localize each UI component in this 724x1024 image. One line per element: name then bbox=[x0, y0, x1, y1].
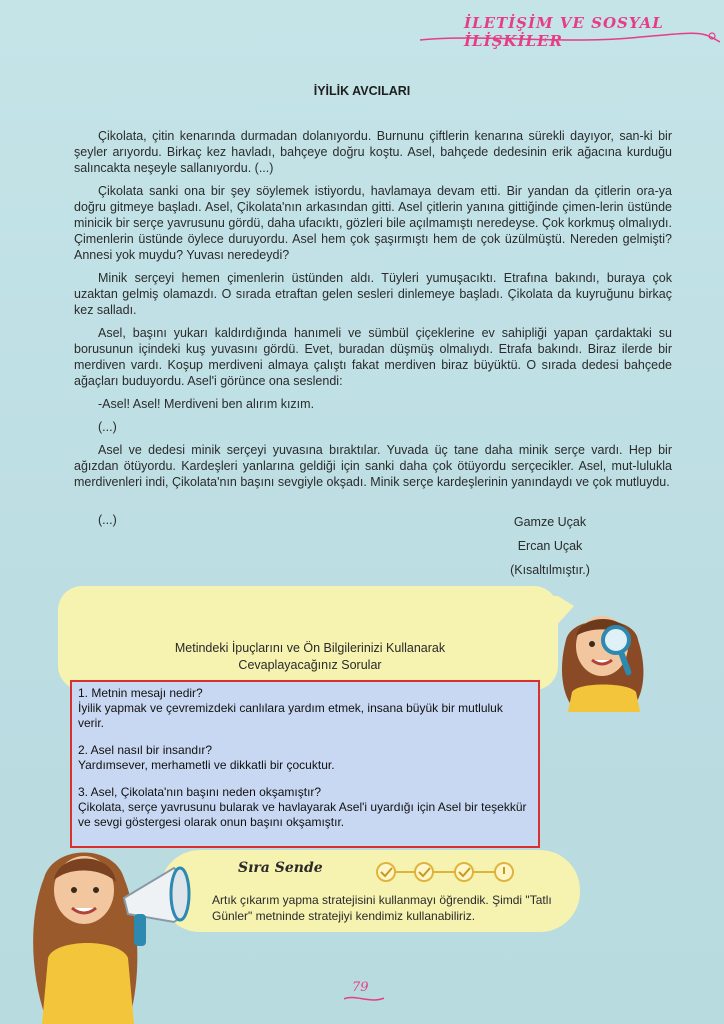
question: 2. Asel nasıl bir insandır? bbox=[78, 743, 213, 757]
sira-sende-title: Sıra Sende bbox=[238, 860, 323, 876]
abridged-note: (Kısaltılmıştır.) bbox=[510, 563, 590, 577]
sira-sende-text: Artık çıkarım yapma stratejisini kullanmayı öğrendik. Şimdi "Tatlı Günler" metninde stratejiyi kendimiz kullanabiliriz. bbox=[212, 893, 552, 923]
girl-with-magnifier-illustration bbox=[548, 600, 658, 712]
story-dialogue: -Asel! Asel! Merdiveni ben alırım kızım. bbox=[98, 397, 315, 411]
story-title: İYİLİK AVCILARI bbox=[313, 84, 411, 98]
girl-with-megaphone-illustration bbox=[24, 838, 194, 1024]
questions-heading-line: Metindeki İpuçlarını ve Ön Bilgilerinizi Kullanarak bbox=[174, 641, 446, 655]
answer: İyilik yapmak ve çevremizdeki canlılara yardım etmek, insana büyük bir mutluluk verir. bbox=[78, 701, 503, 730]
answer: Yardımsever, merhametli ve dikkatli bir çocuktur. bbox=[78, 758, 335, 772]
story-body bbox=[74, 128, 672, 497]
page-number: 79 bbox=[352, 980, 369, 995]
progress-checkmarks bbox=[372, 860, 522, 884]
story-end-ellipsis: (...) bbox=[98, 513, 117, 527]
question: 3. Asel, Çikolata'nın başını neden okşamıştır? bbox=[78, 785, 322, 799]
story-paragraph: Asel, başını yukarı kaldırdığında hanımeli ve sümbül çiçeklerine ev sahipliği yapan çardaktaki su borusunun içindeki kuş yuvasını gördü. Evet, buradan düşmüş olmalıydı. Etrafa bakındı. Biraz ilerde bir merdiven vardı. Koşup merdiveni almaya çalıştı fakat merdiven biraz büyüktü. O sırada dedesi bahçede ağaçları buduyordu. Asel'i görünce ona seslendi: bbox=[74, 326, 672, 388]
questions-speech-bubble bbox=[58, 586, 558, 690]
page-number-swoosh-decoration bbox=[344, 994, 384, 1004]
question: 1. Metnin mesajı nedir? bbox=[78, 686, 203, 700]
check-icon bbox=[455, 863, 473, 881]
answers-box bbox=[70, 680, 540, 848]
header-swoosh-decoration bbox=[420, 26, 720, 50]
story-paragraph: Çikolata, çitin kenarında durmadan dolanıyordu. Burnunu çiftlerin kenarına sürekli dayıyor, san-ki bir şeyler arıyordu. Birkaç kez havladı, bahçeye doğru koştu. Asel, bahçede dedesinin erik ağacına kurduğu salıncakta neşeyle sallanıyordu. (...) bbox=[74, 129, 672, 175]
empty-step-icon bbox=[495, 863, 513, 881]
author-name: Gamze Uçak bbox=[513, 515, 587, 529]
author-name: Ercan Uçak bbox=[517, 539, 583, 553]
story-paragraph: Asel ve dedesi minik serçeyi yuvasına bıraktılar. Yuvada üç tane daha minik serçe vardı. Hep bir ağızdan ötüyordu. Kardeşleri yanlarına geldiği için sanki daha çok ötüyordu serçecikler. Asel, mut-lulukla merdivenleri indi, Çikolata'nın başını sevgiyle okşadı. Minik serçe kardeşlerinin yanındaydı ve çok mutluydu. bbox=[74, 443, 672, 489]
story-paragraph: Minik serçeyi hemen çimenlerin üstünden aldı. Tüyleri yumuşacıktı. Etrafına bakındı, buraya çok uzaktan gelmiş olamazdı. O sırada etraftan gelen sesleri dinlemeye başladı. Çikolata da kuyruğunu birkaç kez salladı. bbox=[74, 271, 672, 317]
section-header: İLETİŞİM VE SOSYAL İLİŞKİLER bbox=[464, 14, 664, 50]
story-ellipsis: (...) bbox=[98, 420, 117, 434]
answer: Çikolata, serçe yavrusunu bularak ve havlayarak Asel'i uyardığı için Asel bir teşekkür ve sevgi göstergesi olarak onun başını okşamıştır. bbox=[78, 800, 527, 829]
check-icon bbox=[377, 863, 395, 881]
questions-heading-line: Cevaplayacağınız Sorular bbox=[238, 658, 382, 672]
check-icon bbox=[415, 863, 433, 881]
questions-heading bbox=[130, 640, 490, 674]
story-credits bbox=[470, 510, 630, 582]
story-paragraph: Çikolata sanki ona bir şey söylemek istiyordu, havlamaya devam etti. Bir yandan da çitlerin ora-ya doğru gitmeye başladı. Asel, Çikolata'nın arkasından gitti. Asel çitlerin yanına gittiğinde çimen-lerin üstünde minicik bir serçe yavrusunu gördü, daha ufacıktı, gözleri bile açılmamıştı neredeyse. Çok korkmuş olmalıydı. Çimenlerin üstünde öylece duruyordu. Asel hem çok şaşırmıştı hem de çok üzülmüştü. Nereden gelmişti? Annesi yok muydu? Yuvası neredeydi? bbox=[74, 184, 672, 262]
